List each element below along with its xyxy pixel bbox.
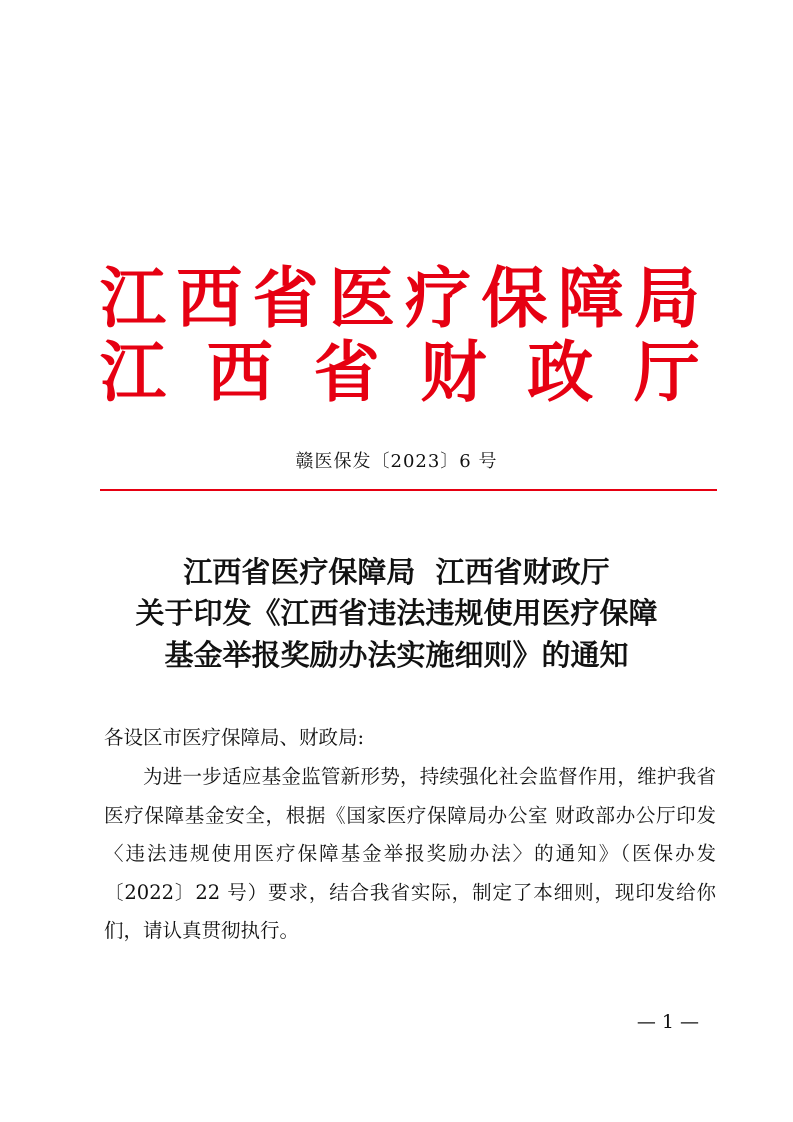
page-number: — 1 —	[636, 1011, 699, 1033]
issuer-1-char: 疗	[405, 259, 472, 337]
title-line-1: 江西省医疗保障局 江西省财政厅	[183, 555, 610, 589]
issuer-2-char: 政	[527, 333, 594, 411]
issuer-1-char: 局	[633, 259, 700, 337]
issuer-line-1	[100, 259, 700, 337]
issuer-2-char: 厅	[633, 333, 700, 411]
issuer-1-char: 省	[252, 259, 319, 337]
issuer-1-char: 医	[328, 259, 395, 337]
issuer-1-char: 障	[557, 259, 624, 337]
issuer-2-char: 财	[420, 333, 487, 411]
issuer-2-char: 西	[206, 333, 273, 411]
title-line-2: 关于印发《江西省违法违规使用医疗保障	[135, 596, 658, 630]
salutation: 各设区市医疗保障局、财政局:	[104, 726, 365, 749]
issuer-2-char: 江	[100, 333, 166, 411]
issuer-2-char: 省	[313, 333, 380, 411]
issuer-1-char: 西	[176, 259, 243, 337]
body-paragraph: 为进一步适应基金监管新形势，持续强化社会监督作用，维护我省医疗保障基金安全，根据《国家医疗保障局办公室 财政部办公厅印发〈违法违规使用医疗保障基金举报奖励办法〉的通知》（医保办发〔2022〕22 号）要求，结合我省实际，制定了本细则，现印发给你们，请认真贯彻执行。	[104, 765, 716, 942]
red-divider-line	[100, 489, 717, 491]
document-number: 赣医保发〔2023〕6 号	[295, 451, 498, 472]
issuer-1-char: 保	[481, 259, 548, 337]
issuer-1-char: 江	[100, 259, 166, 337]
title-line-3: 基金举报奖励办法实施细则》的通知	[164, 638, 629, 672]
issuer-line-2	[100, 333, 700, 411]
